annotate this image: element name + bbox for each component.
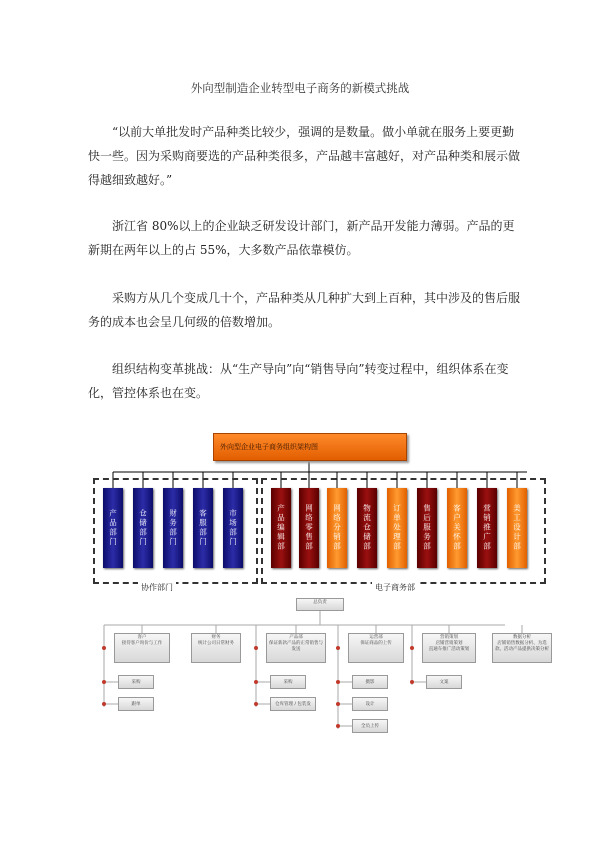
- responsibility-head-box: 营销策划 店铺营销策划 直通车推广活动策划: [422, 633, 476, 663]
- dept-label: 仓储部门: [138, 509, 148, 547]
- connector-dot: [102, 680, 106, 684]
- connector-dot: [254, 646, 258, 650]
- dept-label: 客服部门: [198, 509, 208, 547]
- dept-label: 财务部门: [168, 509, 178, 547]
- paragraph-org-change: 组织结构变革挑战：从“生产导向”向“销售导向”转变过程中，组织体系在变化，管控体系也在变。: [88, 362, 509, 400]
- responsibility-child-box: 仓库管理 / 包装发: [270, 697, 316, 711]
- responsibility-head-box: 数据分析 店铺销售数据分析、为选款、活动产品提供决策分析: [492, 633, 552, 663]
- dept-label: 产品部门: [108, 509, 118, 547]
- cooperation-group-label: 协作部门: [138, 582, 176, 593]
- dept-label: 客户关怀部: [452, 504, 462, 552]
- connector-dot: [410, 646, 414, 650]
- dept-label: 美工设计部: [512, 504, 522, 552]
- responsibility-head-box: 财务 统计公司日常财务: [191, 633, 241, 663]
- connector-dot: [254, 680, 258, 684]
- root-box: 总负责: [296, 598, 344, 611]
- responsibility-head-box: 运营部 保证商品的上传: [348, 633, 404, 663]
- responsibility-head-box: 客户 接待客户询价与工作: [114, 633, 170, 663]
- connector-dot: [336, 680, 340, 684]
- connector-dot: [410, 680, 414, 684]
- dept-label: 市场部门: [228, 509, 238, 547]
- dept-label: 产品编辑部: [276, 504, 286, 552]
- responsibility-child-box: 采购: [118, 675, 154, 689]
- responsibility-child-box: 文案: [426, 675, 462, 689]
- connector-dot: [254, 702, 258, 706]
- dept-label: 网络分销部: [332, 504, 342, 552]
- responsibility-child-box: 全员上传: [352, 719, 388, 733]
- dept-label: 售后服务部: [422, 504, 432, 552]
- responsibility-child-box: 摄影: [352, 675, 388, 689]
- connector-dot: [336, 724, 340, 728]
- dept-label: 物流仓储部: [362, 504, 372, 552]
- ecommerce-group-label: 电子商务部: [372, 582, 418, 593]
- connector-dot: [336, 646, 340, 650]
- connector-dot: [102, 646, 106, 650]
- responsibility-head-box: 产品部 保证新款产品的正常销售与发送: [266, 633, 326, 663]
- page-title: 外向型制造企业转型电子商务的新模式挑战: [190, 81, 410, 95]
- dept-label: 网络零售部: [304, 504, 314, 552]
- connector-dot: [102, 702, 106, 706]
- connector-dot: [336, 702, 340, 706]
- dept-label: 订单处理部: [392, 504, 402, 552]
- responsibility-child-box: 设计: [352, 697, 388, 711]
- paragraph-rd: 浙江省 80%以上的企业缺乏研发设计部门，新产品开发能力薄弱。产品的更新期在两年以上的占 55%，大多数产品依靠模仿。: [88, 219, 515, 257]
- paragraph-quote: “以前大单批发时产品种类比较少，强调的是数量。做小单就在服务上要更勤快一些。因为采购商要选的产品种类很多，产品越丰富越好，对产品种类和展示做得越细致越好。”: [88, 125, 521, 187]
- org-chart-title: 外向型企业电子商务组织架构图: [213, 433, 407, 461]
- responsibility-child-box: 采购: [270, 675, 306, 689]
- paragraph-purchasers: 采购方从几个变成几十个，产品种类从几种扩大到上百种，其中涉及的售后服务的成本也会呈几何级的倍数增加。: [88, 291, 521, 329]
- dept-label: 营销推广部: [482, 504, 492, 552]
- responsibility-child-box: 跟单: [118, 697, 154, 711]
